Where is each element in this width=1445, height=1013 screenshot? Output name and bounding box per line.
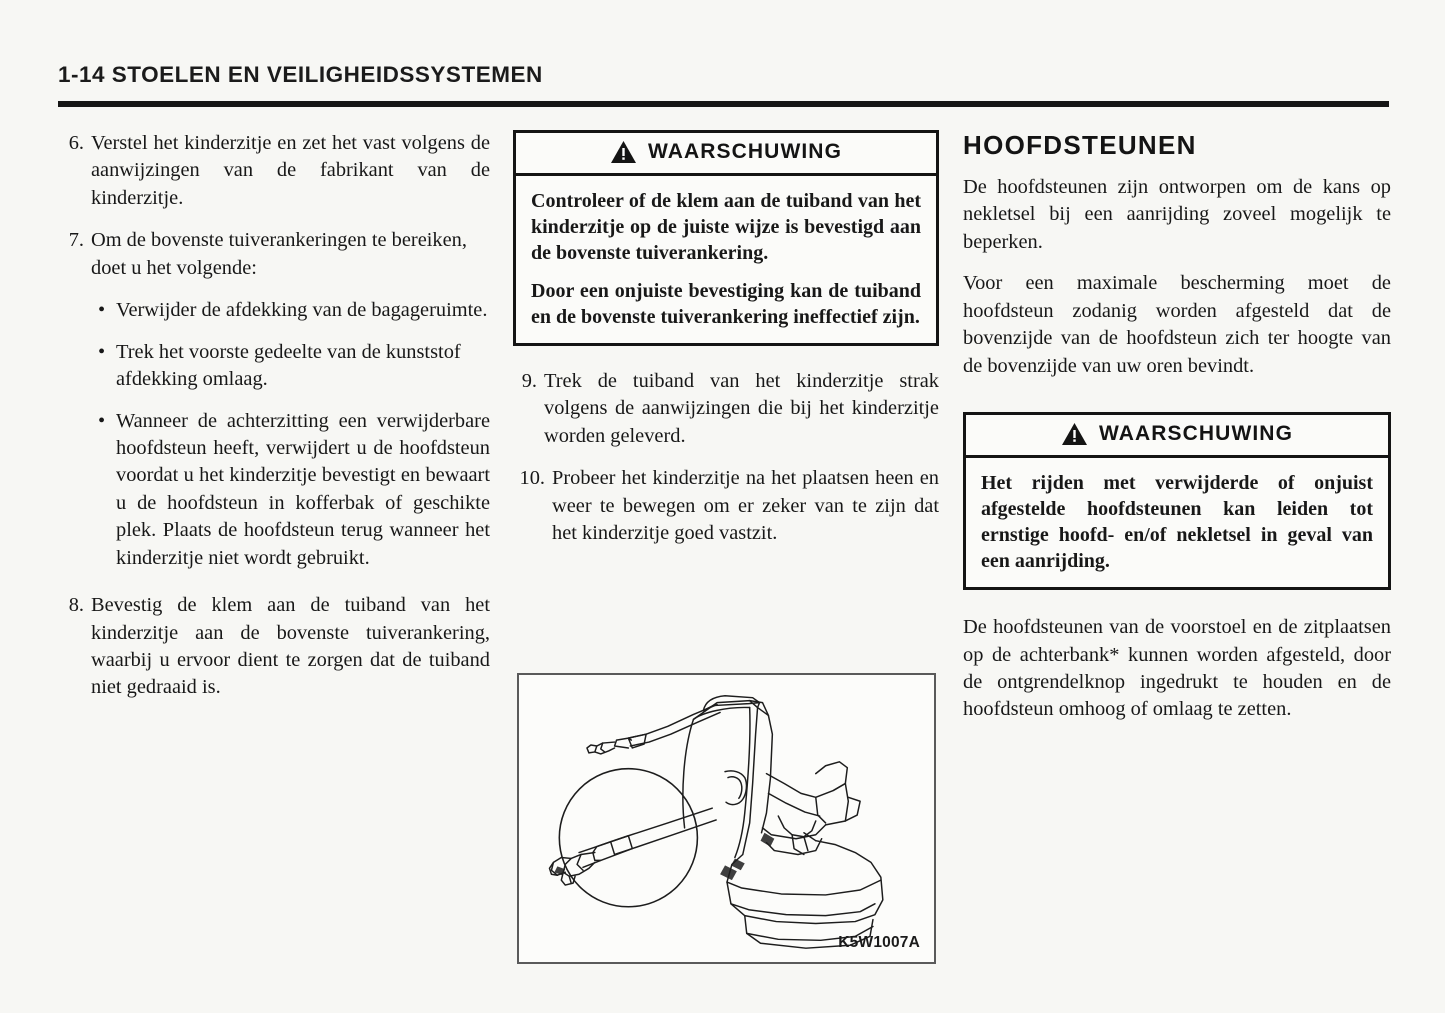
figure-caption: K5W1007A	[838, 934, 920, 951]
warning-triangle-icon	[610, 140, 637, 164]
section-heading: HOOFDSTEUNEN	[963, 130, 1197, 160]
list-item-number: 9.	[521, 370, 537, 392]
warning-paragraph: Door een onjuiste bevestiging kan de tuiband en de bovenste tuiverankering ineffectief zijn.	[531, 280, 921, 328]
list-item-text: Trek de tuiband van het kinderzitje strak volgens de aanwijzingen die bij het kinderzitje worden geleverd.	[544, 370, 939, 447]
right-column	[963, 130, 1391, 738]
bullet-list	[60, 297, 490, 572]
bullet-text: Verwijder de afdekking van de bagageruimte.	[116, 299, 488, 322]
warning-box-title: WAARSCHUWING	[1098, 422, 1294, 446]
warning-paragraph: Controleer of de klem aan de tuiband van het kinderzitje op de juiste wijze is bevestigd aan de bovenste tuiverankering.	[531, 190, 921, 264]
left-column	[60, 130, 490, 717]
header-divider-rule	[58, 101, 1389, 107]
warning-box-header	[966, 415, 1388, 458]
warning-triangle-icon	[1061, 422, 1088, 446]
list-item	[60, 130, 490, 212]
paragraph: De hoofdsteunen zijn ontworpen om de kans op nekletsel bij een aanrijding zoveel mogelijk te beperken.	[963, 176, 1391, 253]
list-item-text: Om de bovenste tuiverankeringen te bereiken, doet u het volgende:	[91, 229, 467, 279]
list-item-number: 7.	[68, 229, 84, 252]
paragraph: Voor een maximale bescherming moet de hoofdsteun zodanig worden afgesteld dat de bovenzijde van de hoofdsteun zich ter hoogte van de bovenzijde van uw oren bevindt.	[963, 272, 1391, 377]
page-header	[58, 62, 1388, 88]
bullet-dot-icon: •	[98, 409, 106, 432]
bullet-dot-icon: •	[98, 299, 106, 322]
list-item	[60, 297, 490, 324]
bullet-text: Trek het voorste gedeelte van de kunststof afdekking omlaag.	[116, 340, 461, 391]
warning-box-title: WAARSCHUWING	[647, 140, 843, 163]
bullet-dot-icon: •	[98, 340, 106, 363]
list-item	[60, 227, 490, 282]
warning-box-header	[516, 133, 936, 176]
list-item	[60, 408, 490, 573]
list-item	[513, 368, 939, 450]
list-item-number: 8.	[68, 594, 84, 617]
middle-column	[513, 130, 939, 563]
warning-paragraph: Het rijden met verwijderde of onjuist afgestelde hoofdsteunen kan leiden tot ernstige hoofd- en/of nekletsel in geval van een aanrijding.	[981, 472, 1373, 573]
list-item-text: Bevestig de klem aan de tuiband van het kinderzitje aan de bovenste tuiverankering, waarbij u ervoor dient te zorgen dat de tuiband niet gedraaid is.	[91, 594, 490, 699]
list-item	[60, 339, 490, 394]
warning-box	[513, 130, 939, 346]
child-seat-tether-illustration	[517, 673, 936, 964]
bullet-text: Wanneer de achterzitting een verwijderbare hoofdsteun heeft, verwijdert u de hoofdsteun voordat u het kinderzitje bevestigt en bewaart u de hoofdsteun in kofferbak of geschikte plek. Plaats de hoofdsteun terug wanneer het kinderzitje niet wordt gebruikt.	[116, 409, 490, 569]
paragraph: De hoofdsteunen van de voorstoel en de zitplaatsen op de achterbank* kunnen worden afgesteld, door de ontgrendelknop ingedrukt te houden en de hoofdsteun omhoog of omlaag te zetten.	[963, 616, 1391, 721]
warning-box-body	[966, 458, 1388, 587]
list-item-number: 6.	[68, 132, 84, 154]
list-item-text: Verstel het kinderzitje en zet het vast volgens de aanwijzingen van de fabrikant van de kinderzitje.	[91, 132, 490, 209]
list-item-number: 10.	[519, 467, 545, 490]
list-item-text: Probeer het kinderzitje na het plaatsen heen en weer te bewegen om er zeker van te zijn dat het kinderzitje goed vastzit.	[552, 467, 939, 545]
list-item	[60, 592, 490, 702]
list-item	[513, 465, 939, 547]
page-title: 1-14 STOELEN EN VEILIGHEIDSSYSTEMEN	[58, 62, 543, 87]
warning-box-body	[516, 176, 936, 343]
warning-box	[963, 412, 1391, 590]
